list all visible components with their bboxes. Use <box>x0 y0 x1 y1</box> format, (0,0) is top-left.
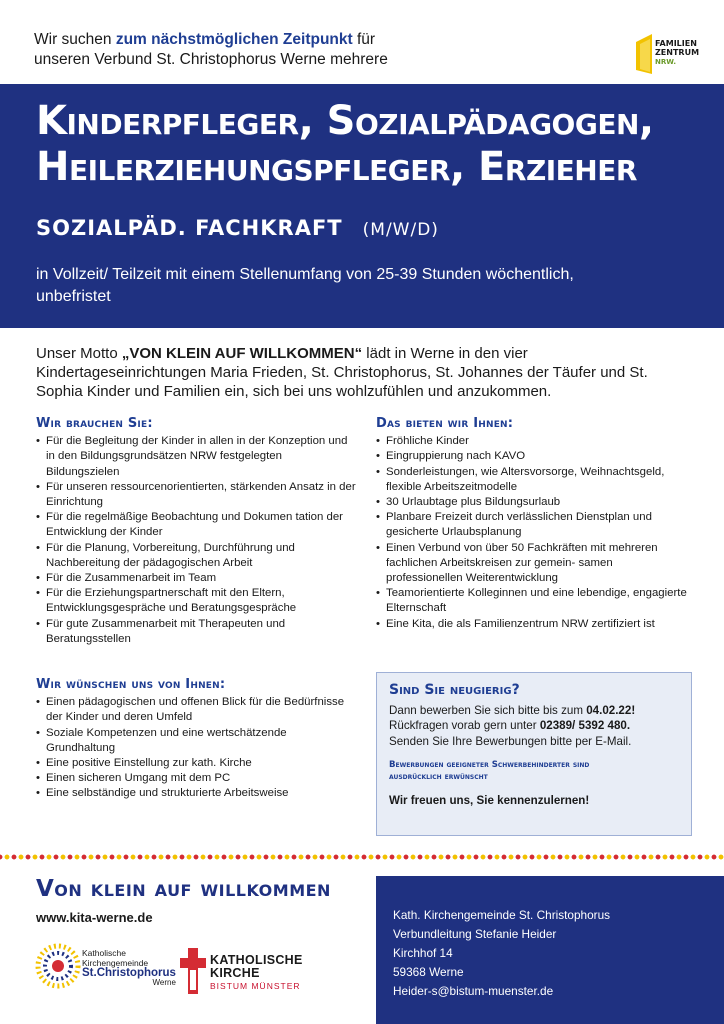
intro-prefix: Wir suchen <box>34 31 116 48</box>
box-line1 <box>389 703 681 719</box>
list-item: • Fröhliche Kinder <box>376 434 692 449</box>
list-item: • Eingruppierung nach KAVO <box>376 449 692 464</box>
job-titles <box>36 98 716 190</box>
kirchengemeinde-logo-text <box>82 948 176 988</box>
kirchengemeinde-logo <box>36 938 176 998</box>
list-item: • Eine positive Einstellung zur kath. Kirche <box>36 756 356 771</box>
footer-motto: Von klein auf willkommen <box>36 876 331 902</box>
subline-text: SOZIALPÄD. FACHKRAFT <box>36 216 343 240</box>
list-item: • Für die Zusammenarbeit im Team <box>36 571 356 586</box>
intro-line2: unseren Verbund St. Christophorus Werne mehrere <box>34 51 388 68</box>
list-item: • Für unseren ressourcenorientierten, stärkenden Ansatz in der Einrichtung <box>36 480 356 510</box>
contact-city: 59368 Werne <box>393 965 464 979</box>
we-need-list <box>36 434 356 647</box>
list-item: • Planbare Freizeit durch verlässlichen Dienstplan und gesicherte Urlaubsplanung <box>376 510 692 540</box>
katholische-kirche-logo <box>180 944 320 1004</box>
disability-note <box>389 759 681 783</box>
fz-logo-line2: ZENTRUM <box>655 48 700 57</box>
kg-line1: Katholische <box>82 948 126 958</box>
list-item: • 30 Urlaubtage plus Bildungsurlaub <box>376 495 692 510</box>
contact-street: Kirchhof 14 <box>393 946 453 960</box>
fz-logo-line3: NRW. <box>655 58 677 66</box>
list-item: • Für die regelmäßige Beobachtung und Dokumen tation der Entwicklung der Kinder <box>36 510 356 540</box>
subline <box>36 216 439 240</box>
greeting: Wir freuen uns, Sie kennenzulernen! <box>389 794 590 807</box>
note-line2: ausdrücklich erwünscht <box>389 772 488 782</box>
box-line2 <box>389 718 681 734</box>
box-title: Sind Sie neugierig? <box>389 682 520 698</box>
we-need-title: Wir brauchen Sie: <box>36 416 153 431</box>
list-item: • Für die Erziehungspartnerschaft mit den Eltern, Entwicklungsgespräche und Beratungsgespräche <box>36 586 356 616</box>
headline-line1: Kinderpfleger, Sozialpädagogen, <box>36 98 654 144</box>
kk-line3: BISTUM MÜNSTER <box>210 981 301 991</box>
application-box <box>376 672 692 836</box>
contact-person: Verbundleitung Stefanie Heider <box>393 927 557 941</box>
contact-org: Kath. Kirchengemeinde St. Christophorus <box>393 908 611 922</box>
deadline-date: 04.02.22! <box>586 703 636 717</box>
list-item: • Teamorientierte Kolleginnen und eine lebendige, engagierte Elternschaft <box>376 586 692 616</box>
list-item: • Einen Verbund von über 50 Fachkräften mit mehreren fachlichen Arbeitskreisen zur gemein- samen professionellen Weiterentwicklung <box>376 541 692 587</box>
motto-paragraph <box>36 344 696 401</box>
kg-line2: Kirchengemeinde <box>82 958 149 968</box>
dotted-divider <box>0 852 724 862</box>
intro-text <box>34 30 388 70</box>
website-link[interactable]: www.kita-werne.de <box>36 910 153 925</box>
kg-line4: Werne <box>152 978 176 987</box>
we-offer-list <box>376 434 692 632</box>
box-line3: Senden Sie Ihre Bewerbungen bitte per E-Mail. <box>389 734 632 748</box>
list-item: • Einen pädagogischen und offenen Blick für die Bedürfnisse der Kinder und deren Umfeld <box>36 695 356 725</box>
list-item: • Eine Kita, die als Familienzentrum NRW zertifiziert ist <box>376 617 692 632</box>
kk-logo-text <box>210 954 303 993</box>
cross-icon <box>180 948 206 994</box>
gender-note: (M/W/D) <box>362 220 439 240</box>
list-item: • Eine selbständige und strukturierte Arbeitsweise <box>36 786 356 801</box>
header-area <box>0 0 724 84</box>
list-item: • Sonderleistungen, wie Altersvorsorge, Weihnachtsgeld, flexible Arbeitszeitmodelle <box>376 465 692 495</box>
kg-line3: St.Christophorus <box>82 967 176 979</box>
employment-scope <box>36 264 696 308</box>
list-item: • Soziale Kompetenzen und eine wertschätzende Grundhaltung <box>36 726 356 756</box>
list-item: • Für die Begleitung der Kinder in allen in der Konzeption und in den Bildungsgrundsätzen NRW festgelegten Bildungszielen <box>36 434 356 480</box>
familienzentrum-logo <box>634 30 700 76</box>
scope-line2: unbefristet <box>36 288 111 305</box>
left-column <box>36 416 356 802</box>
right-column <box>376 416 692 632</box>
list-item: • Für gute Zusammenarbeit mit Therapeuten und Beratungsstellen <box>36 617 356 647</box>
contact-block <box>376 876 724 1024</box>
kirchengemeinde-emblem-icon <box>36 938 80 998</box>
headline-line2: Heilerziehungspfleger, Erzieher <box>36 144 637 190</box>
list-item: • Einen sicheren Umgang mit dem PC <box>36 771 356 786</box>
contact-email[interactable]: Heider-s@bistum-muenster.de <box>393 984 554 998</box>
we-offer-title: Das bieten wir Ihnen: <box>376 416 514 431</box>
phone-label: Rückfragen vorab gern unter <box>389 719 540 732</box>
motto-bold: „VON KLEIN AUF WILLKOMMEN“ <box>121 345 363 362</box>
scope-line1: in Vollzeit/ Teilzeit mit einem Stellenumfang von 25-39 Stunden wöchentlich, <box>36 266 574 283</box>
kk-line1: KATHOLISCHE <box>210 953 303 967</box>
motto-rest: lädt in Werne in den vier Kindertageseinrichtungen Maria Frieden, St. Christophorus, St. Johannes der Täufer und St. Sophia Kinder und Familien ein, sich bei uns wohlzufühlen und anzukommen. <box>36 345 648 400</box>
headline-banner <box>0 84 724 328</box>
deadline-label: Dann bewerben Sie sich bitte bis zum <box>389 703 587 717</box>
we-wish-title: Wir wünschen uns von Ihnen: <box>36 677 226 693</box>
kk-line2: KIRCHE <box>210 966 260 980</box>
phone-number: 02389/ 5392 480. <box>539 719 631 732</box>
we-wish-list <box>36 695 356 801</box>
intro-highlight: zum nächstmöglichen Zeitpunkt <box>115 31 353 48</box>
note-line1: Bewerbungen geeigneter Schwerbehinderter sind <box>389 760 590 770</box>
list-item: • Für die Planung, Vorbereitung, Durchführung und Nachbereitung der pädagogischen Arbeit <box>36 541 356 571</box>
motto-prefix: Unser Motto <box>36 345 122 362</box>
intro-suffix: für <box>352 31 376 48</box>
fz-logo-line1: FAMILIEN <box>655 39 697 48</box>
